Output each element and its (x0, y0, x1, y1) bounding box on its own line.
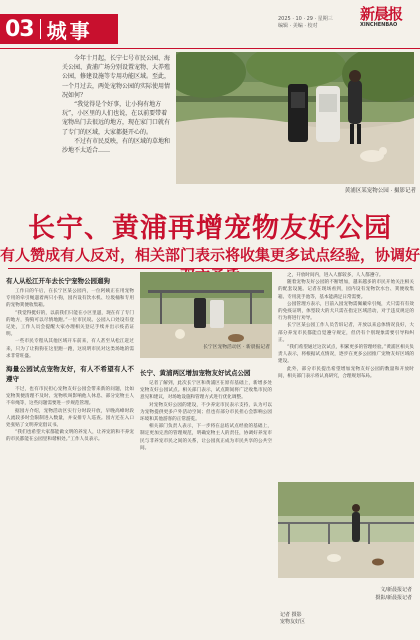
main-headline: 长宁、黄浦再增宠物友好公园 (28, 213, 392, 244)
article-column-3 (278, 272, 414, 476)
park-photo-illustration (176, 52, 414, 184)
bottom-photo-caption (280, 612, 330, 626)
article-paragraph: 对宠物友好公园的建设，不少养宠市民表示支持，认为可以为宠物提供更多户外活动空间；但也有部分市民担心会影响公园环境和其他游客的正常游览。 (140, 402, 272, 423)
dog-park-illustration (278, 482, 414, 632)
bottom-photo (278, 482, 414, 632)
article-paragraph: 不过，也有市民担心宠物友好公园会带来新的问题，比如宠物粪便清理不及时、宠物吠叫影响他人休息、部分宠物主人不牵绳等，这些问题需要进一步规范管理。 (6, 387, 134, 407)
section-divider (40, 19, 41, 39)
intro-paragraph: 今年十月起，长宁七号市民公园、海关公园、黄浦广场分别设置宠物、大养殖公园，修建设施等专用功能区域。至此，一个月过去，两处宠物公园的实际使用情况如何？ (62, 55, 171, 99)
section-name: 城事 (46, 18, 93, 43)
header-date: 2025 · 10 · 29 · 星期三 (278, 16, 333, 22)
section-number: 03 (5, 16, 34, 42)
byline (280, 586, 412, 602)
masthead-sub: XINCHENBAO (360, 22, 398, 28)
section-badge (0, 14, 118, 44)
article-paragraph: 之，开放时间内，进入人群较多，人人都遵守。 (287, 273, 384, 278)
article-paragraph: 工作日的午后，在长宁区某公园内，一位阿姨正在用宠物专用的牵引绳遛着两只小狗，园内设有饮水机、垃圾桶和专用的宠物粪便收集箱。 (6, 289, 134, 309)
top-photo-caption: 黄浦区某宠物公园 · 摄影记者 (344, 188, 416, 194)
column-subheading: 海量公园试点宠物友好，有人不希望有人不遵守 (6, 365, 134, 384)
article-paragraph: 据园方介绍，宠物活动区实行分时段开放，早晚高峰时段人流较多时会限制进入数量，并安排专人巡查。园方还在入口处张贴了文明养宠倡议书。 (6, 408, 134, 429)
intro-paragraph: “我觉得是个好事，让小狗有地方玩”，小区里的人们也说，在以前要带着宠物出门去很远的地方，现在家门口就有了专门的区域，大家都挺开心的。 (62, 101, 171, 136)
byline-writer: 文/新晨报记者 (380, 587, 412, 593)
middle-photo-caption: 长宁区宠物活动区 · 新晨报记者 (203, 345, 270, 350)
byline-photographer: 摄影/新晨报记者 (375, 595, 412, 601)
column-subheading: 长宁、黄浦两区增加宠物友好试点公园 (140, 369, 251, 377)
masthead (360, 6, 418, 42)
headline-rule (8, 268, 412, 269)
bottom-caption-line: 记者 摄影 (280, 612, 302, 618)
header-rule (0, 48, 420, 49)
article-paragraph: “我觉得挺好的，以前我们只能在小区里遛，现在有了专门的地方，狗狗可以尽情地跑。”一位市民说。公园入口处设有登记处，工作人员会提醒大家办理相关登记手续并出示疫苗证明。 (6, 310, 134, 338)
article-paragraph: 记者了解到，此次长宁区和黄浦区在原有基础上，新增多处宠物友好公园试点。相关部门表示，试点期间将广泛收集市民的意见和建议，对场地设施和管理方式进行优化调整。 (140, 381, 272, 401)
article-column-2 (140, 364, 272, 576)
article-paragraph: 长宁区某公园工作人员告诉记者，开放以来总体情况良好，大部分养宠市民都能自觉遵守规定，但仍有个别现象需要引导和纠正。 (278, 323, 414, 343)
masthead-logo: 新晨报 (360, 5, 403, 23)
bottom-caption-line: 宠物友好区 (280, 619, 306, 625)
article-paragraph: 相关部门负责人表示，下一步将在总结试点经验的基础上，制定更加完善的管理规范，明确宠物主人的责任，协调好养宠市民与非养宠市民之间的关系，让公园真正成为市民共享的公共空间。 (140, 424, 272, 451)
intro-paragraph: 不过有市民反映，有的区域的草地和沙地不太适合…… (62, 137, 171, 155)
article-paragraph: 随着宠物友好公园的不断增加，越来越多的市民开始关注相关的配套设施。记者在现场看到，园内设有宠物饮水台、粪便收集箱、专用洗手池等，基本能满足日常需要。 (278, 280, 414, 300)
article-paragraph: “我们希望通过这次试点，积累更多的管理经验。”黄浦区相关负责人表示，将根据试点情况，逐步在更多公园推广宠物友好区域的建设。 (278, 345, 414, 365)
header-editors: 编辑 · 美编 · 校对 (278, 23, 318, 29)
article-column-1 (6, 272, 134, 634)
top-photo (176, 52, 414, 184)
header-meta (278, 16, 360, 30)
article-paragraph: 一些市民专程从其他区域开车前来，有人甚至从松江赶过来，只为了让狗狗在这里跑一跑，这说明市民对这类场地的需求非常旺盛。 (6, 339, 134, 359)
sub-headline: 有人赞成有人反对，相关部门表示将收集更多试点经验，协调好 (0, 246, 420, 264)
article-paragraph: “我们也希望大家都能做文明的养宠人，让养宠的和不养宠的市民都能在公园里和谐相处。”工作人员表示。 (6, 430, 134, 443)
article-paragraph: 此外，部分市民提出希望增加宠物友好公园的数量和开放时间，相关部门表示将认真研究，合理规划布局。 (278, 366, 414, 379)
article-paragraph: 公园管理方表示，目前入园宠物需佩戴牵引绳，犬只需有有效的免疫证明，体型较大的犬只需在指定区域活动，对于违反规定的行为将进行劝导。 (278, 301, 414, 322)
intro-text (62, 54, 170, 155)
column-subheading: 有人从松江开车去长宁宠物公园遛狗 (6, 277, 110, 285)
